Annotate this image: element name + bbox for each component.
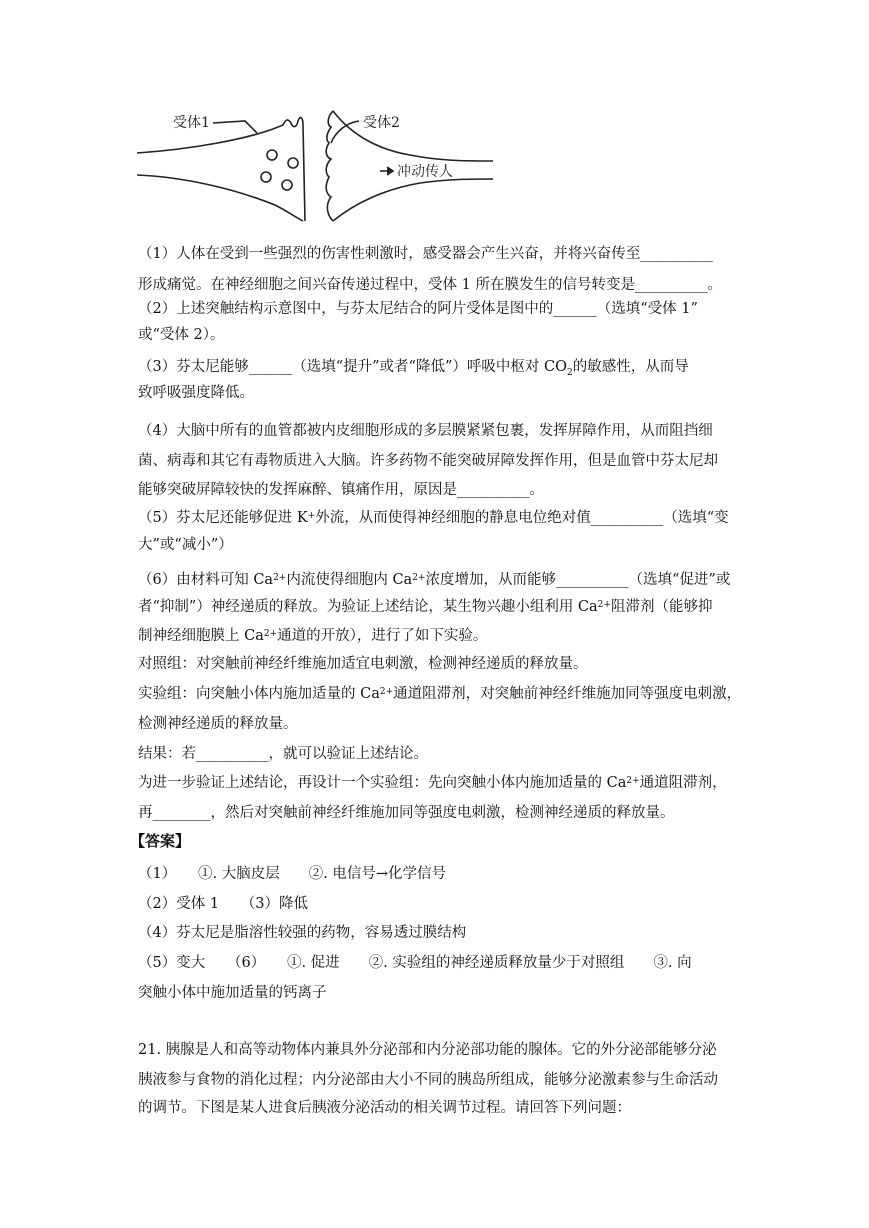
vesicle <box>267 150 277 160</box>
presynaptic-lower-membrane <box>137 175 303 221</box>
answer-2: （2）受体 1 （3）降低 <box>138 896 309 912</box>
vesicle <box>261 172 271 182</box>
receptor1-label: 受体1 <box>173 115 210 131</box>
q21-line1: 21. 胰腺是人和高等动物体内兼具外分泌部和内分泌部功能的腺体。它的外分泌部能够分泌 <box>138 1042 717 1058</box>
postsynaptic-membrane <box>326 111 333 221</box>
q3-line2: 致呼吸强度降低。 <box>138 385 254 401</box>
postsynaptic-upper-membrane <box>333 111 493 161</box>
vesicle <box>288 158 298 168</box>
q4-line3: 能够突破屏障较快的发挥麻醉、镇痛作用，原因是__________。 <box>138 482 544 498</box>
presynaptic-upper-membrane <box>137 118 305 221</box>
answer-title: 【答案】 <box>130 832 191 850</box>
impulse-arrow-head <box>387 167 393 175</box>
synapse-diagram <box>135 103 495 225</box>
q6-line3: 制神经细胞膜上 $Ca^{2+}$通道的开放），进行了如下实验。 <box>138 628 488 644</box>
further-line1: 为进一步验证上述结论，再设计一个实验组：先向突触小体内施加适量的 $Ca^{2+}$通道阻滞剂， <box>138 775 727 791</box>
q2-line2: 或“受体 2）。 <box>138 327 225 343</box>
q1-line1: （1）人体在受到一些强烈的伤害性刺激时，感受器会产生兴奋，并将兴奋传至__________ <box>138 246 713 262</box>
q3-line1: （3）芬太尼能够______（选填“提升”或者“降低”）呼吸中枢对 $CO_2$的敏感性，从而导 <box>138 359 689 378</box>
receptor2-label: 受体2 <box>363 115 400 131</box>
q21-line2: 胰液参与食物的消化过程；内分泌部由大小不同的胰岛所组成，能够分泌激素参与生命活动 <box>138 1072 718 1088</box>
q5-line2: 大”或“减小”） <box>138 537 233 553</box>
answer-5-line2: 突触小体中施加适量的钙离子 <box>138 985 327 1001</box>
answer-4: （4）芬太尼是脂溶性较强的药物，容易透过膜结构 <box>138 925 467 941</box>
result: 结果：若__________，就可以验证上述结论。 <box>138 746 428 762</box>
q2-line1: （2）上述突触结构示意图中，与芬太尼结合的阿片受体是图中的______（选填“受体 1” <box>138 301 698 317</box>
further-line2: 再________，然后对突触前神经纤维施加同等强度电刺激，检测神经递质的释放量。 <box>138 805 675 821</box>
q21-line3: 的调节。下图是某人进食后胰液分泌活动的相关调节过程。请回答下列问题： <box>138 1100 631 1116</box>
q6-line2: 者“抑制”）神经递质的释放。为验证上述结论，某生物兴趣小组利用 $Ca^{2+}$阻滞剂（能够抑 <box>138 599 713 615</box>
q6-line1: （6）由材料可知 $Ca^{2+}$内流使得细胞内 $Ca^{2+}$浓度增加，从而能够__________（选填“促进”或 <box>138 572 731 588</box>
experiment-line1: 实验组：向突触小体内施加适量的 $Ca^{2+}$通道阻滞剂，对突触前神经纤维施加同等强度电刺激， <box>138 686 742 702</box>
answer-5-line1: （5）变大 （6） ①. 促进 ②. 实验组的神经递质释放量少于对照组 ③. 向 <box>138 955 692 971</box>
impulse-label: 冲动传人 <box>397 164 453 180</box>
control-group: 对照组：对突触前神经纤维施加适宜电刺激，检测神经递质的释放量。 <box>138 656 588 672</box>
answer-1: （1） ①. 大脑皮层 ②. 电信号→化学信号 <box>138 866 447 882</box>
q1-line2: 形成痛觉。在神经细胞之间兴奋传递过程中，受体 1 所在膜发生的信号转变是__________。 <box>138 277 722 293</box>
experiment-line2: 检测神经递质的释放量。 <box>138 716 298 732</box>
q4-line2: 菌、病毒和其它有毒物质进入大脑。许多药物不能突破屏障发挥作用，但是血管中芬太尼却 <box>138 453 718 469</box>
q4-line1: （4）大脑中所有的血管都被内皮细胞形成的多层膜紧紧包裹，发挥屏障作用，从而阻挡细 <box>138 423 713 439</box>
vesicle <box>282 180 292 190</box>
q5-line1: （5）芬太尼还能够促进 K+外流，从而使得神经细胞的静息电位绝对值__________（选填“变 <box>138 510 729 526</box>
postsynaptic-lower-membrane <box>333 179 493 221</box>
receptor1-leader-line <box>213 121 257 133</box>
